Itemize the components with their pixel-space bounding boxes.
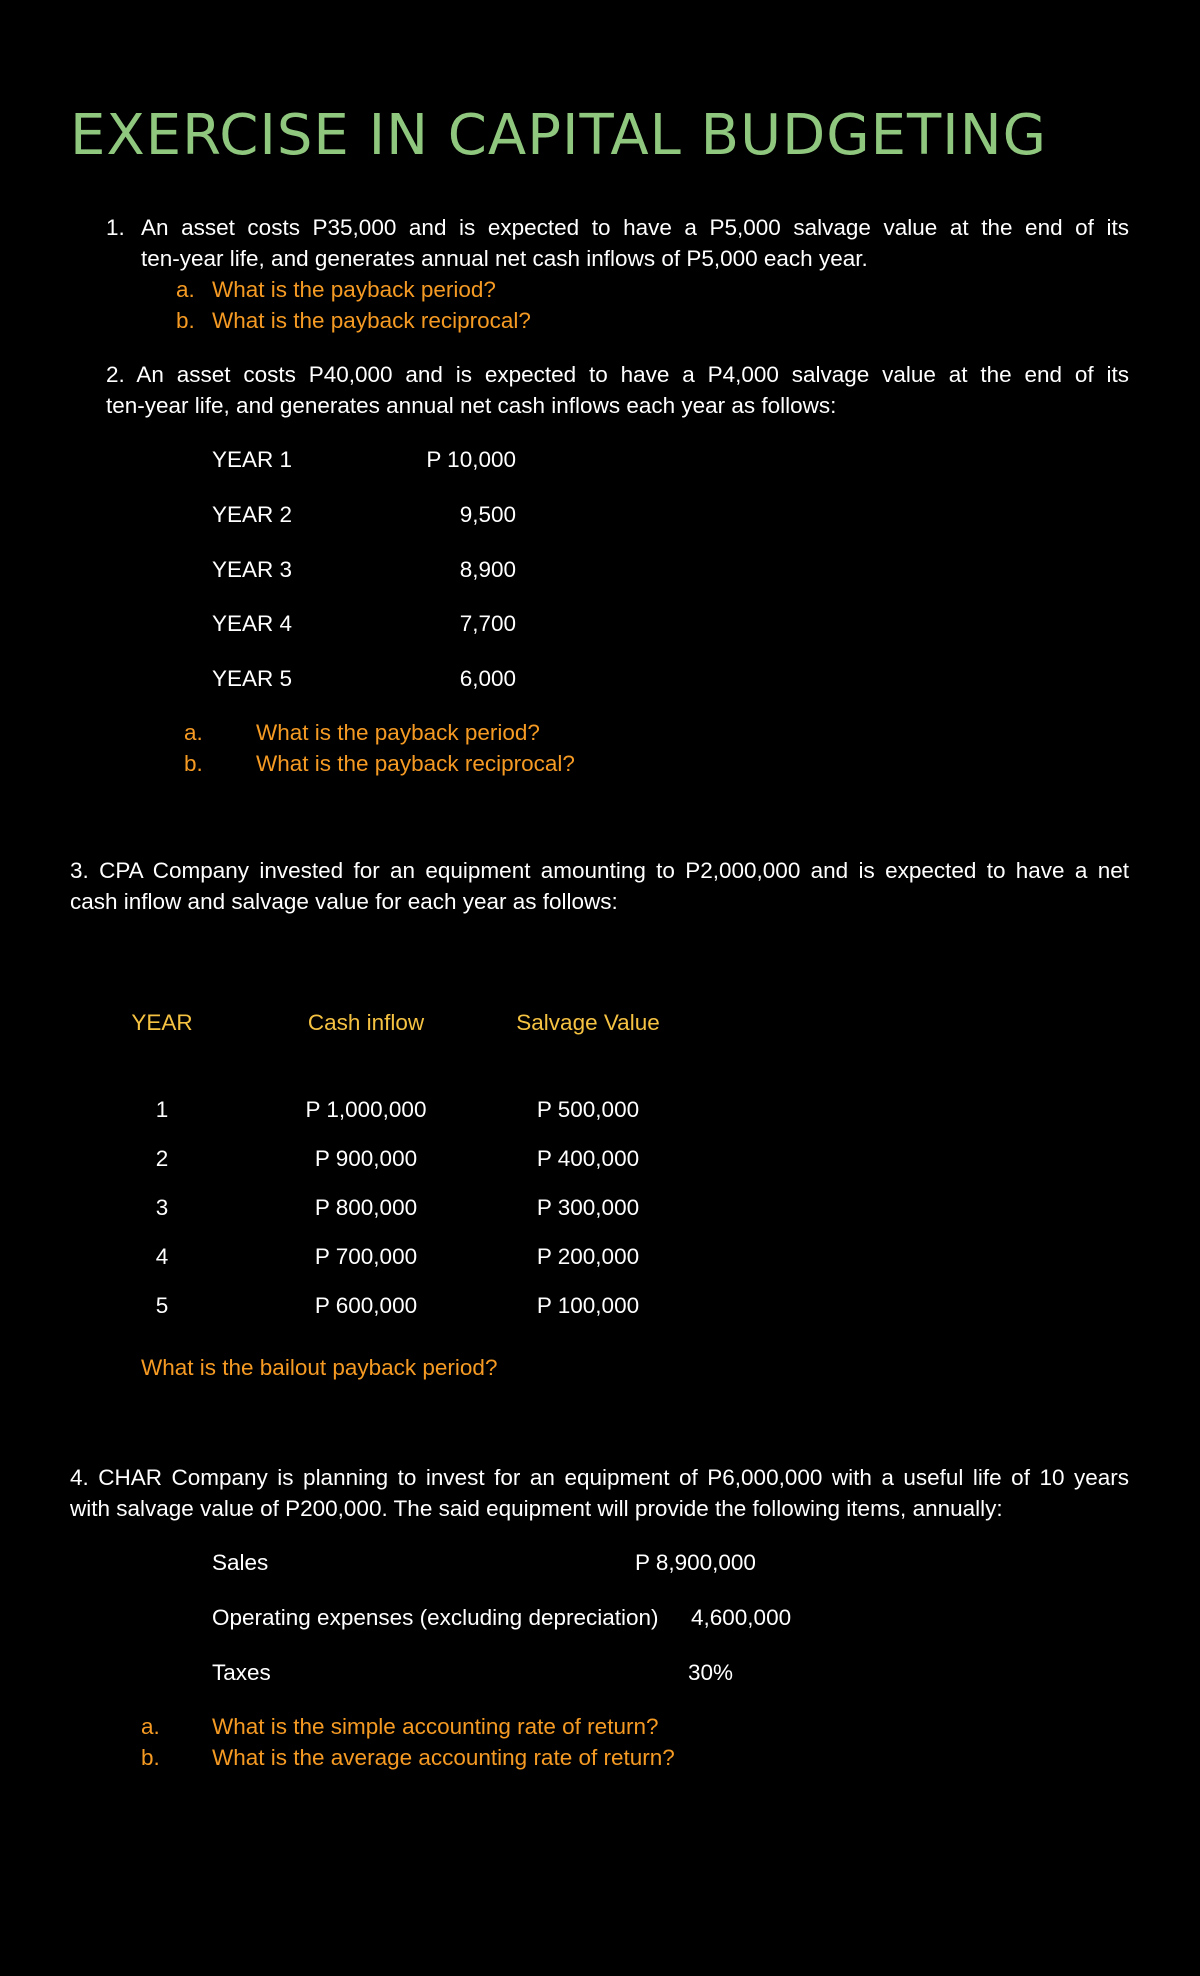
year-label: YEAR 2	[212, 502, 293, 527]
column-header-salvage-value: Salvage Value	[516, 1010, 660, 1035]
question-text-line: cash inflow and salvage value for each year as follows:	[70, 889, 618, 914]
question-text-line: An asset costs P35,000 and is expected to have a P5,000 salvage value at the end of its	[141, 215, 1129, 240]
table-cell-salvage: P 400,000	[536, 1146, 640, 1171]
item-value: P 8,900,000	[635, 1550, 756, 1575]
year-label: YEAR 1	[212, 447, 293, 472]
table-cell-salvage: P 500,000	[536, 1097, 640, 1122]
list-marker: b.	[184, 751, 203, 776]
question-text-line: ten-year life, and generates annual net cash inflows each year as follows:	[106, 393, 837, 418]
table-cell-inflow: P 900,000	[314, 1146, 418, 1171]
cash-inflow-value: P 10,000	[426, 447, 516, 472]
item-value: 4,600,000	[691, 1605, 792, 1630]
table-cell-salvage: P 300,000	[536, 1195, 640, 1220]
sub-question: What is the payback period?	[256, 720, 540, 745]
table-cell-inflow: P 800,000	[314, 1195, 418, 1220]
table-cell-year: 3	[155, 1195, 169, 1220]
question-text-line: ten-year life, and generates annual net cash inflows of P5,000 each year.	[141, 246, 868, 271]
list-marker: a.	[176, 277, 195, 302]
sub-question: What is the average accounting rate of return?	[212, 1745, 675, 1770]
list-marker: a.	[184, 720, 203, 745]
year-label: YEAR 5	[212, 666, 293, 691]
cash-inflow-value: 9,500	[459, 502, 516, 527]
table-cell-year: 1	[155, 1097, 169, 1122]
list-marker: a.	[141, 1714, 160, 1739]
table-cell-year: 4	[155, 1244, 169, 1269]
year-label: YEAR 3	[212, 557, 293, 582]
sub-question: What is the payback reciprocal?	[256, 751, 575, 776]
sub-question: What is the bailout payback period?	[141, 1355, 498, 1380]
sub-question: What is the payback period?	[212, 277, 496, 302]
question-text-line: 3. CPA Company invested for an equipment amounting to P2,000,000 and is expected to have a net	[70, 858, 1129, 883]
table-cell-inflow: P 700,000	[314, 1244, 418, 1269]
question-text-line: 2. An asset costs P40,000 and is expected to have a P4,000 salvage value at the end of its	[106, 362, 1129, 387]
item-label: Taxes	[212, 1660, 271, 1685]
cash-inflow-value: 8,900	[459, 557, 516, 582]
table-cell-inflow: P 1,000,000	[305, 1097, 427, 1122]
item-value: 30%	[688, 1660, 734, 1685]
sub-question: What is the payback reciprocal?	[212, 308, 531, 333]
year-label: YEAR 4	[212, 611, 293, 636]
table-cell-year: 2	[155, 1146, 169, 1171]
table-cell-inflow: P 600,000	[314, 1293, 418, 1318]
table-cell-salvage: P 200,000	[536, 1244, 640, 1269]
item-label: Operating expenses (excluding depreciation)	[212, 1605, 659, 1630]
item-label: Sales	[212, 1550, 269, 1575]
table-cell-salvage: P 100,000	[536, 1293, 640, 1318]
cash-inflow-value: 6,000	[459, 666, 516, 691]
question-text-line: with salvage value of P200,000. The said equipment will provide the following items, annually:	[70, 1496, 1003, 1521]
column-header-year: YEAR	[131, 1010, 193, 1035]
question-number: 1.	[106, 215, 125, 240]
sub-question: What is the simple accounting rate of return?	[212, 1714, 659, 1739]
table-cell-year: 5	[155, 1293, 169, 1318]
column-header-cash-inflow: Cash inflow	[307, 1010, 425, 1035]
page-title: EXERCISE IN CAPITAL BUDGETING	[70, 103, 1047, 168]
list-marker: b.	[141, 1745, 160, 1770]
list-marker: b.	[176, 308, 195, 333]
question-text-line: 4. CHAR Company is planning to invest for an equipment of P6,000,000 with a useful life of 10 years	[70, 1465, 1129, 1490]
cash-inflow-value: 7,700	[459, 611, 516, 636]
